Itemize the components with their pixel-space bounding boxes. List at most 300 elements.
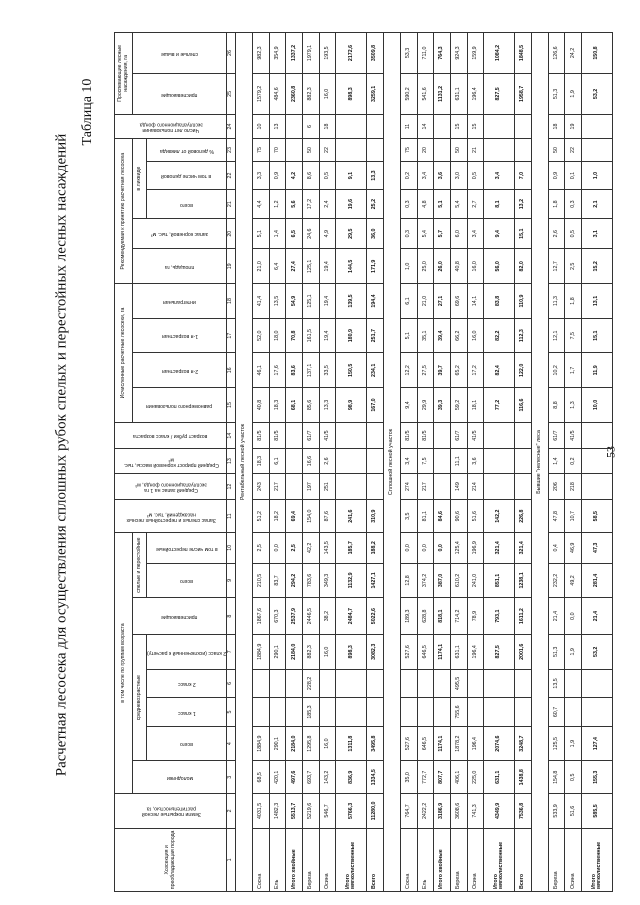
- table-cell: 98,9: [336, 388, 367, 423]
- table-cell: [434, 473, 451, 500]
- table-cell: 2184,0: [286, 634, 303, 669]
- table-cell: 39,4: [434, 318, 451, 353]
- table-cell: 18,3: [269, 388, 286, 423]
- table-body: [236, 33, 613, 892]
- table-cell: 47,3: [582, 532, 613, 563]
- table-cell: 125,1: [303, 249, 320, 284]
- table-cell: 13: [269, 114, 286, 138]
- table-cell: 13,2: [515, 190, 532, 219]
- table-cell: 497,6: [286, 761, 303, 794]
- table-cell: 2422,2: [417, 794, 434, 829]
- row-label: Итого хвойные: [286, 828, 303, 891]
- table-cell: 25,0: [417, 249, 434, 284]
- table-cell: 60,7: [548, 698, 565, 727]
- table-cell: 234,1: [367, 353, 384, 388]
- table-cell: 1,0: [400, 249, 417, 284]
- table-cell: 5,1: [253, 218, 270, 249]
- column-number: 17: [227, 318, 236, 353]
- table-cell: 1311,8: [336, 726, 367, 761]
- table-cell: 5,6: [286, 190, 303, 219]
- table-cell: 161,5: [303, 318, 320, 353]
- table-cell: 159,9: [467, 33, 484, 74]
- table-cell: [515, 139, 532, 162]
- header-zemli: Земли покрытые лесной растительностью, га: [115, 794, 227, 829]
- header-vsego2: всего: [147, 563, 227, 598]
- table-cell: [417, 669, 434, 698]
- table-cell: 7,0: [515, 161, 532, 190]
- header-prospel: Проспевающие лесные насаждения, га: [115, 33, 133, 115]
- table-cell: 3248,7: [515, 726, 532, 761]
- table-cell: 406,1: [450, 761, 467, 794]
- table-cell: 18: [548, 114, 565, 138]
- table-cell: 21,0: [417, 284, 434, 319]
- table-cell: 827,5: [484, 634, 515, 669]
- table-cell: 818,1: [434, 598, 451, 635]
- table-cell: 741,3: [467, 794, 484, 829]
- table-cell: 36,0: [367, 218, 384, 249]
- table-cell: [582, 139, 613, 162]
- column-number: 23: [227, 139, 236, 162]
- column-number: 18: [227, 284, 236, 319]
- table-cell: 15,1: [582, 318, 613, 353]
- table-cell: 251: [319, 473, 336, 500]
- table-cell: 214: [467, 473, 484, 500]
- table-cell: [286, 422, 303, 449]
- table-cell: 77,2: [484, 388, 515, 423]
- table-cell: 1,3: [565, 388, 582, 423]
- table-cell: 243: [253, 473, 270, 500]
- table-cell: 2,5: [286, 532, 303, 563]
- table-cell: 51,3: [548, 634, 565, 669]
- table-cell: [515, 114, 532, 138]
- table-cell: 197: [303, 473, 320, 500]
- table-cell: 5,1: [400, 318, 417, 353]
- table-cell: 610,2: [450, 563, 467, 598]
- table-cell: 882,3: [303, 634, 320, 669]
- table-cell: 2172,6: [336, 33, 367, 74]
- table-cell: 125,4: [450, 532, 467, 563]
- table-cell: 13,3: [367, 161, 384, 190]
- table-cell: 18,2: [269, 500, 286, 533]
- table-cell: [286, 114, 303, 138]
- header-hozsekciya: Хозсекция и преобладающая порода: [115, 828, 227, 891]
- table-cell: 1132,9: [336, 563, 367, 598]
- table-cell: 21,4: [548, 598, 565, 635]
- table-cell: 3259,1: [367, 74, 384, 115]
- table-cell: 11,9: [582, 353, 613, 388]
- table-cell: 21,0: [253, 249, 270, 284]
- row-label: Сосна: [400, 828, 417, 891]
- table-cell: 29,9: [417, 388, 434, 423]
- table-cell: 2,6: [548, 218, 565, 249]
- table-cell: 226,8: [515, 500, 532, 533]
- column-number: 24: [227, 114, 236, 138]
- header-vtch-delov: в том числе деловой: [147, 161, 227, 190]
- table-cell: 82,4: [484, 353, 515, 388]
- table-cell: [434, 669, 451, 698]
- table-cell: 3,4: [484, 161, 515, 190]
- table-cell: [400, 669, 417, 698]
- table-row: [286, 33, 303, 892]
- table-cell: 69,4: [286, 500, 303, 533]
- row-label: Всего: [515, 828, 532, 891]
- table-cell: 232,2: [548, 563, 565, 598]
- table-cell: 40,8: [450, 249, 467, 284]
- table-cell: 143,2: [319, 761, 336, 794]
- column-number: 7: [227, 634, 236, 669]
- table-cell: 13,5: [548, 669, 565, 698]
- table-cell: 53,2: [582, 74, 613, 115]
- table-cell: 527,6: [400, 726, 417, 761]
- table-cell: 1427,1: [367, 563, 384, 598]
- table-cell: 2184,0: [286, 726, 303, 761]
- table-cell: 22: [565, 139, 582, 162]
- table-cell: 210,5: [253, 563, 270, 598]
- column-number: 11: [227, 500, 236, 533]
- table-cell: 0,0: [417, 532, 434, 563]
- table-cell: 898,3: [336, 74, 367, 115]
- table-row: [565, 33, 582, 892]
- table-cell: 206: [548, 473, 565, 500]
- table-cell: [565, 669, 582, 698]
- table-cell: 646,5: [417, 634, 434, 669]
- row-label: Сосна: [253, 828, 270, 891]
- table-cell: 15,1: [515, 218, 532, 249]
- table-cell: 38,2: [319, 598, 336, 635]
- table-cell: 51,6: [565, 794, 582, 829]
- table-cell: [367, 139, 384, 162]
- row-label: Всего: [367, 828, 384, 891]
- table-cell: 310,9: [367, 500, 384, 533]
- table-row: [515, 33, 532, 892]
- table-cell: 1174,1: [434, 634, 451, 669]
- table-cell: 321,4: [515, 532, 532, 563]
- table-cell: 61/7: [548, 422, 565, 449]
- table-cell: 194,4: [367, 284, 384, 319]
- row-label: Осина: [467, 828, 484, 891]
- table-cell: 171,9: [367, 249, 384, 284]
- table-cell: 9,4: [400, 388, 417, 423]
- column-number: 19: [227, 249, 236, 284]
- table-cell: [484, 139, 515, 162]
- table-cell: [269, 698, 286, 727]
- table-row: [582, 33, 613, 892]
- table-cell: 0,1: [565, 161, 582, 190]
- table-cell: 49,2: [565, 563, 582, 598]
- row-label: Береза: [548, 828, 565, 891]
- table-cell: 1,2: [269, 190, 286, 219]
- table-cell: 8,6: [303, 161, 320, 190]
- table-cell: [336, 473, 367, 500]
- header-vozrast: возраст рубки / класс возраста: [115, 422, 227, 449]
- table-cell: 83,6: [286, 353, 303, 388]
- table-cell: [484, 669, 515, 698]
- table-cell: 1979,1: [303, 33, 320, 74]
- table-cell: 882,3: [303, 74, 320, 115]
- table-cell: 628,8: [417, 598, 434, 635]
- table-cell: 1884,9: [253, 726, 270, 761]
- row-label: Итого мягколиственные: [336, 828, 367, 891]
- table-cell: 2446,5: [303, 598, 320, 635]
- table-cell: 1438,8: [515, 761, 532, 794]
- table-cell: 3,3: [253, 161, 270, 190]
- table-cell: 19: [565, 114, 582, 138]
- header-pct-delov: % деловой от ликвида: [147, 139, 227, 162]
- column-number: 9: [227, 563, 236, 598]
- table-cell: 18: [319, 114, 336, 138]
- table-cell: 836,9: [336, 761, 367, 794]
- table-cell: 1,4: [548, 449, 565, 473]
- section-title: Бывшие "нелесные" леса: [531, 33, 548, 892]
- table-cell: 290,1: [269, 634, 286, 669]
- table-cell: 150,5: [336, 353, 367, 388]
- table-cell: 1131,2: [434, 74, 451, 115]
- table-cell: 81,1: [417, 500, 434, 533]
- table-cell: 5766,3: [336, 794, 367, 829]
- table-cell: 66,2: [450, 318, 467, 353]
- table-cell: 53,3: [400, 33, 417, 74]
- table-cell: 13,5: [269, 284, 286, 319]
- header-rekomend: Рекомендуемая к принятию расчетная лесосека: [115, 139, 133, 284]
- table-cell: [336, 449, 367, 473]
- header-zapas-korn: запас корневой, тыс. м³: [133, 218, 227, 249]
- table-cell: 122,0: [515, 353, 532, 388]
- table-cell: [319, 669, 336, 698]
- table-cell: 46,9: [565, 532, 582, 563]
- table-cell: 0,5: [467, 161, 484, 190]
- table-cell: 81/5: [269, 422, 286, 449]
- table-row: [303, 33, 320, 892]
- table-cell: 1579,2: [253, 74, 270, 115]
- table-cell: 228,2: [303, 669, 320, 698]
- table-cell: 17,2: [467, 353, 484, 388]
- table-cell: 2,4: [319, 190, 336, 219]
- table-cell: 53,2: [582, 634, 613, 669]
- table-cell: 3186,9: [434, 794, 451, 829]
- table-cell: 0,0: [400, 532, 417, 563]
- table-cell: [467, 669, 484, 698]
- table-cell: 4,9: [319, 218, 336, 249]
- table-cell: 387,0: [434, 563, 451, 598]
- table-cell: 33,5: [319, 353, 336, 388]
- table-cell: 1884,9: [253, 634, 270, 669]
- table-cell: [484, 422, 515, 449]
- table-cell: 590,2: [400, 74, 417, 115]
- header-klass1: 1 класс: [147, 698, 227, 727]
- table-cell: 12,1: [548, 318, 565, 353]
- table-cell: 22: [319, 139, 336, 162]
- table-cell: 527,6: [400, 634, 417, 669]
- table-cell: 17,2: [303, 190, 320, 219]
- table-cell: 646,5: [417, 726, 434, 761]
- table-cell: 2,7: [467, 190, 484, 219]
- row-label: Береза: [303, 828, 320, 891]
- table-cell: 35,0: [400, 761, 417, 794]
- table-label: Таблица 10: [80, 78, 95, 146]
- table-cell: 772,7: [417, 761, 434, 794]
- table-cell: [367, 114, 384, 138]
- table-cell: 20: [417, 139, 434, 162]
- table-cell: [336, 669, 367, 698]
- row-label: Ель: [417, 828, 434, 891]
- table-cell: 75: [253, 139, 270, 162]
- table-cell: 4,4: [253, 190, 270, 219]
- table-cell: 61/7: [303, 422, 320, 449]
- table-cell: 154,0: [303, 500, 320, 533]
- rotated-table-frame: [114, 32, 603, 892]
- table-cell: [269, 669, 286, 698]
- table-cell: 1,9: [565, 634, 582, 669]
- document-title: Расчетная лесосека для осуществления сплошных рубок спелых и перестойных лесных насаждений: [53, 133, 70, 777]
- table-cell: 83,7: [269, 563, 286, 598]
- table-cell: 54,9: [286, 284, 303, 319]
- table-cell: 711,0: [417, 33, 434, 74]
- table-cell: [253, 698, 270, 727]
- table-cell: 11: [400, 114, 417, 138]
- table-cell: 0,5: [319, 161, 336, 190]
- table-cell: 81/5: [253, 422, 270, 449]
- table-cell: 14: [417, 114, 434, 138]
- table-cell: 5022,6: [367, 598, 384, 635]
- table-cell: 12,8: [400, 563, 417, 598]
- rotated-table-container: [114, 32, 603, 892]
- table-cell: 1958,7: [515, 74, 532, 115]
- table-cell: 0,0: [565, 598, 582, 635]
- table-cell: 41/5: [467, 422, 484, 449]
- table-cell: 827,5: [484, 74, 515, 115]
- table-cell: [336, 422, 367, 449]
- table-cell: 217: [417, 473, 434, 500]
- table-cell: [484, 449, 515, 473]
- table-cell: 1,0: [582, 161, 613, 190]
- page-number: 53: [603, 446, 618, 458]
- table-cell: 420,1: [269, 761, 286, 794]
- table-cell: 6,1: [269, 449, 286, 473]
- table-cell: 982,3: [253, 33, 270, 74]
- table-cell: 50: [450, 139, 467, 162]
- table-cell: 3608,6: [450, 794, 467, 829]
- row-label: Осина: [319, 828, 336, 891]
- table-cell: 125,5: [548, 726, 565, 761]
- table-cell: 924,3: [450, 33, 467, 74]
- table-cell: 11280,0: [367, 794, 384, 829]
- column-number: 6: [227, 669, 236, 698]
- table-cell: [582, 114, 613, 138]
- table-cell: 81/5: [400, 422, 417, 449]
- table-cell: 851,1: [484, 563, 515, 598]
- table-cell: 1482,3: [269, 794, 286, 829]
- table-cell: 90,6: [450, 500, 467, 533]
- table-cell: 144,5: [336, 249, 367, 284]
- table-cell: [286, 139, 303, 162]
- table-cell: 83,8: [484, 284, 515, 319]
- table-cell: 8,1: [484, 190, 515, 219]
- table-cell: 3495,8: [367, 726, 384, 761]
- table-cell: [582, 698, 613, 727]
- table-cell: 110,9: [515, 284, 532, 319]
- table-cell: 70,8: [286, 318, 303, 353]
- table-cell: 61/7: [450, 422, 467, 449]
- table-cell: 4,2: [286, 161, 303, 190]
- table-cell: 2,5: [565, 249, 582, 284]
- table-cell: 0,4: [548, 532, 565, 563]
- header-molodnyaki: молодняки: [133, 761, 227, 794]
- table-cell: 755,6: [450, 698, 467, 727]
- column-number: 1: [227, 828, 236, 891]
- table-cell: 154,8: [548, 761, 565, 794]
- column-number: 14: [227, 422, 236, 449]
- table-cell: 50: [548, 139, 565, 162]
- header-klass2: 2 класс: [147, 669, 227, 698]
- table-cell: 193,5: [319, 33, 336, 74]
- table-row: [367, 33, 384, 892]
- table-cell: 15,2: [582, 249, 613, 284]
- table-cell: 125,1: [303, 284, 320, 319]
- table-cell: 21,4: [582, 598, 613, 635]
- row-label: Ель: [269, 828, 286, 891]
- table-cell: 35,1: [417, 318, 434, 353]
- column-number: 4: [227, 726, 236, 761]
- column-number: 21: [227, 190, 236, 219]
- section-title: Сплошной лесной участок: [383, 33, 400, 892]
- table-cell: 6,0: [450, 218, 467, 249]
- table-cell: 189,3: [400, 598, 417, 635]
- table-cell: 82,0: [515, 249, 532, 284]
- table-cell: 84,6: [434, 500, 451, 533]
- table-cell: 349,3: [319, 563, 336, 598]
- table-cell: 116,6: [515, 388, 532, 423]
- table-cell: 14,1: [467, 284, 484, 319]
- table-cell: [319, 698, 336, 727]
- column-number: 16: [227, 353, 236, 388]
- table-cell: 50: [303, 139, 320, 162]
- table-cell: 484,6: [269, 74, 286, 115]
- table-cell: 1295,8: [303, 726, 320, 761]
- table-cell: [286, 698, 303, 727]
- row-label: Итого хвойные: [434, 828, 451, 891]
- section-header-row: [531, 33, 548, 892]
- table-cell: 3,0: [450, 161, 467, 190]
- table-cell: 16,0: [319, 74, 336, 115]
- header-vozr1: 1-я возрастная: [133, 318, 227, 353]
- column-number: 15: [227, 388, 236, 423]
- table-cell: 1,8: [565, 284, 582, 319]
- column-number: 26: [227, 33, 236, 74]
- table-cell: 68,5: [253, 761, 270, 794]
- table-cell: [434, 139, 451, 162]
- table-cell: 241,6: [336, 500, 367, 533]
- table-cell: 5,7: [434, 218, 451, 249]
- column-number: 13: [227, 449, 236, 473]
- table-cell: 1848,5: [515, 33, 532, 74]
- table-cell: 25,2: [367, 190, 384, 219]
- table-cell: 807,7: [434, 761, 451, 794]
- table-cell: 58,5: [582, 500, 613, 533]
- table-cell: 19,6: [336, 190, 367, 219]
- table-cell: 24,2: [565, 33, 582, 74]
- table-cell: 6,5: [286, 218, 303, 249]
- table-cell: 196,4: [467, 74, 484, 115]
- table-cell: 5,4: [450, 190, 467, 219]
- table-cell: 631,1: [450, 74, 467, 115]
- table-cell: 1,9: [565, 74, 582, 115]
- table-cell: [336, 698, 367, 727]
- table-cell: 7,5: [417, 449, 434, 473]
- table-row: [484, 33, 515, 892]
- header-vtom: в том числе по группам возраста: [115, 532, 133, 793]
- table-cell: 3,4: [400, 449, 417, 473]
- table-row: [253, 33, 270, 892]
